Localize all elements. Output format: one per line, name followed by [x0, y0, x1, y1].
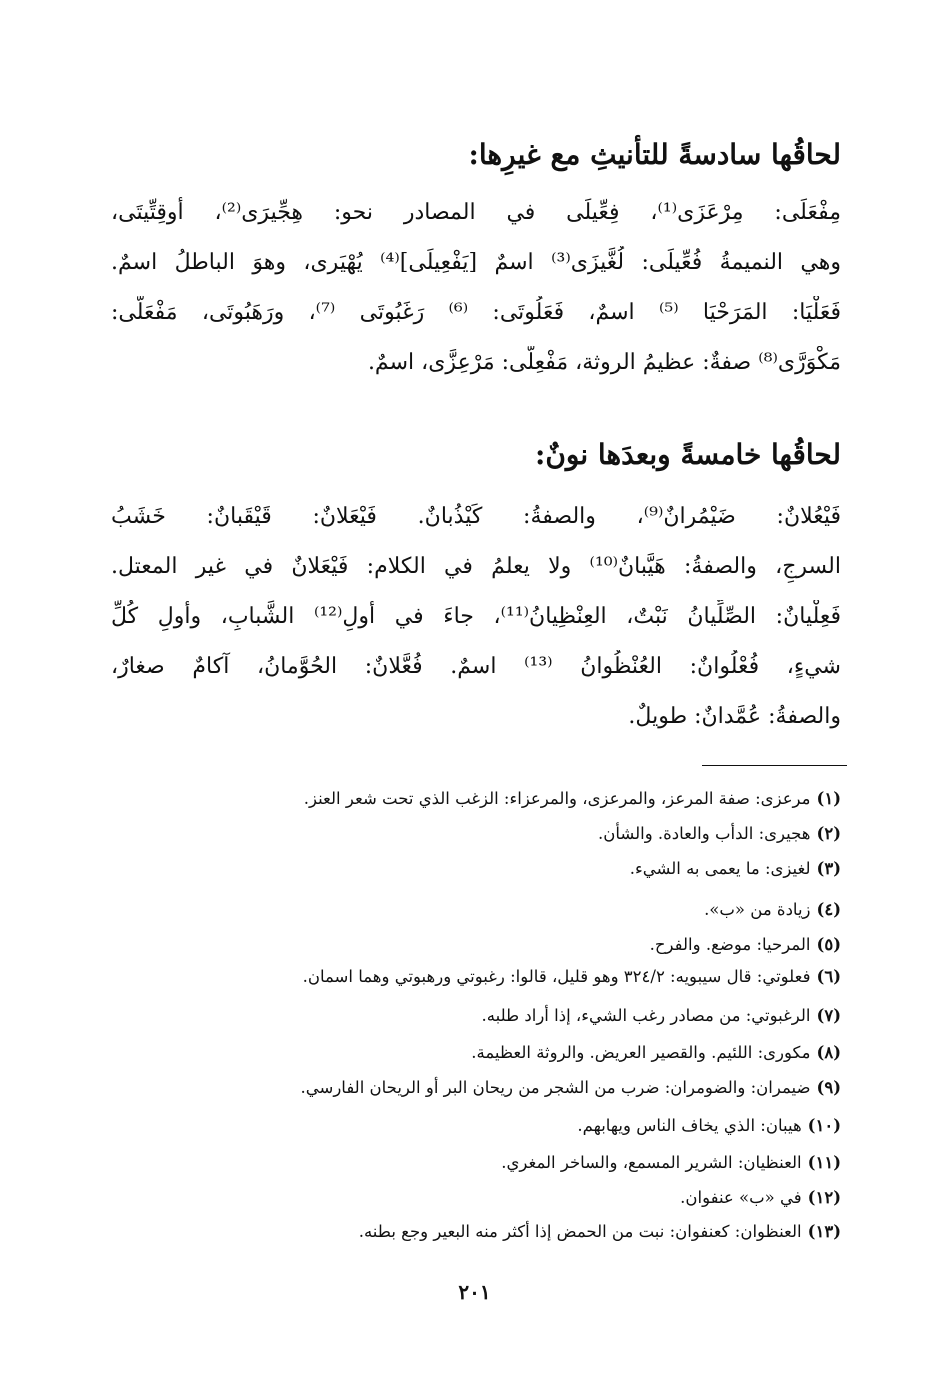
footnote-text: الرغبوتي: من مصادر رغب الشيء، إذا أراد طلبه. — [481, 1006, 811, 1025]
footnote-text: زيادة من «ب». — [704, 900, 811, 919]
footnote-text: مكورى: اللئيم. والقصير العريض. والروثة العظيمة. — [471, 1043, 811, 1062]
paragraph-line: مِفْعَلَى: مِرْعَزَى⁽¹⁾، فِعِّيلَى في المصادر نحو: هِجِّيرَى⁽²⁾، أوقِتِّيتَى، — [111, 200, 841, 225]
footnote-item — [141, 1218, 841, 1248]
footnote-item — [141, 896, 841, 926]
footnote-item — [141, 785, 841, 815]
footnote-number: (١١) — [807, 1153, 841, 1172]
paragraph-line: فَعَلْيَا: المَرَحْيَا ⁽⁵⁾ اسمٌ، فَعَلُوتَى: ⁽⁶⁾ رَغَبُوتَى ⁽⁷⁾، ورَهَبُوتَى، مَفْعَلَّى: — [111, 300, 841, 325]
footnote-item — [141, 1074, 841, 1104]
paragraph-line: والصفةُ: عُمَّدانٌ: طويلٌ. — [628, 704, 841, 729]
footnote-item — [141, 1184, 841, 1214]
footnote-item — [141, 1002, 841, 1032]
footnote-number: (٥) — [816, 935, 841, 954]
footnote-item — [141, 1112, 841, 1142]
footnote-text: لغيزى: ما يعمى به الشيء. — [629, 859, 811, 878]
footnote-text: العنظيان: الشرير المسمع، والساخر المغري. — [501, 1153, 802, 1172]
footnote-item — [141, 1039, 841, 1069]
footnote-number: (١٠) — [807, 1116, 841, 1135]
footnote-number: (٤) — [816, 900, 841, 919]
paragraph-line: فَعِلْيانٌ: الصِّلِّيانُ نَبْتٌ، العِنْظِيانُ⁽¹¹⁾، جاءَ في أولِ⁽¹²⁾ الشَّبابِ، وأولِ كُلِّ — [111, 604, 841, 629]
footnote-number: (٩) — [816, 1078, 841, 1097]
footnote-separator — [702, 765, 847, 766]
section-heading-sixth-position: لحاقُها سادسةً للتأنيثِ مع غيرِها: — [468, 138, 841, 171]
paragraph-line: شيءٍ، فُعْلُوانٌ: العُنْظُوانُ ⁽¹³⁾ اسمٌ. فُعَّلانٌ: الحُوَّمانُ، آكامٌ صغارٌ، — [111, 654, 841, 679]
paragraph-line: وهي النميمةُ فُعِّيلَى: لُغَّيزَى⁽³⁾ اسمٌ [يَفْعِيلَى]⁽⁴⁾ يُهْيَرى، وهوَ الباطلُ اسمٌ. — [111, 250, 841, 275]
footnote-text: العنظوان: كعنفوان: نبت من الحمض إذا أكثر منه البعير وجع بطنه. — [358, 1222, 802, 1241]
footnote-text: مرعزى: صفة المرعز، والمرعزى، والمرعزاء: الزغب الذي تحت شعر العنز. — [303, 789, 811, 808]
paragraph-line: فَيْعُلانٌ: ضَيْمُرانٌ⁽⁹⁾، والصفةُ: كَيْذُبانٌ. فَيْعَلانٌ: قَيْقَبانٌ: خَشَبُ — [111, 504, 841, 529]
footnote-item — [141, 855, 841, 885]
footnote-text: هيبان: الذي يخاف الناس ويهابهم. — [577, 1116, 802, 1135]
footnote-number: (١) — [816, 789, 841, 808]
footnote-number: (٦) — [816, 967, 841, 986]
footnote-text: فعلوتي: قال سيبويه: ٣٢٤/٢ وهو قليل، قالوا: رغبوتي ورهبوتي وهما اسمان. — [302, 967, 811, 986]
footnote-text: ضيمران: والضومران: ضرب من الشجر من ريحان البر أو الريحان الفارسي. — [300, 1078, 811, 1097]
footnote-text: هجيرى: الدأب والعادة. والشأن. — [597, 824, 811, 843]
footnote-number: (٢) — [816, 824, 841, 843]
footnote-number: (١٣) — [807, 1222, 841, 1241]
paragraph-line: السرجِ، والصفةُ: هَيَّبانٌ⁽¹⁰⁾ ولا يعلمُ في الكلام: فَيْعَلانٌ في غير المعتل. — [111, 554, 841, 579]
footnote-text: المرحيا: موضع. والفرح. — [649, 935, 811, 954]
paragraph-line: مَكْوَرَّى⁽⁸⁾ صفةٌ: عظيمُ الروثة، مَفْعِلَّى: مَرْعِزَّى، اسمٌ. — [367, 350, 841, 375]
page-number: ٢٠١ — [458, 1280, 491, 1304]
footnote-item — [141, 1149, 841, 1179]
footnote-text: في «ب» عنفوان. — [680, 1188, 802, 1207]
footnote-number: (٣) — [816, 859, 841, 878]
footnote-item — [141, 931, 841, 961]
footnote-number: (٨) — [816, 1043, 841, 1062]
section-heading-fifth-position: لحاقُها خامسةً وبعدَها نونٌ: — [534, 438, 841, 471]
footnote-number: (١٢) — [807, 1188, 841, 1207]
footnote-item — [141, 963, 841, 993]
footnote-number: (٧) — [816, 1006, 841, 1025]
footnote-item — [141, 820, 841, 850]
